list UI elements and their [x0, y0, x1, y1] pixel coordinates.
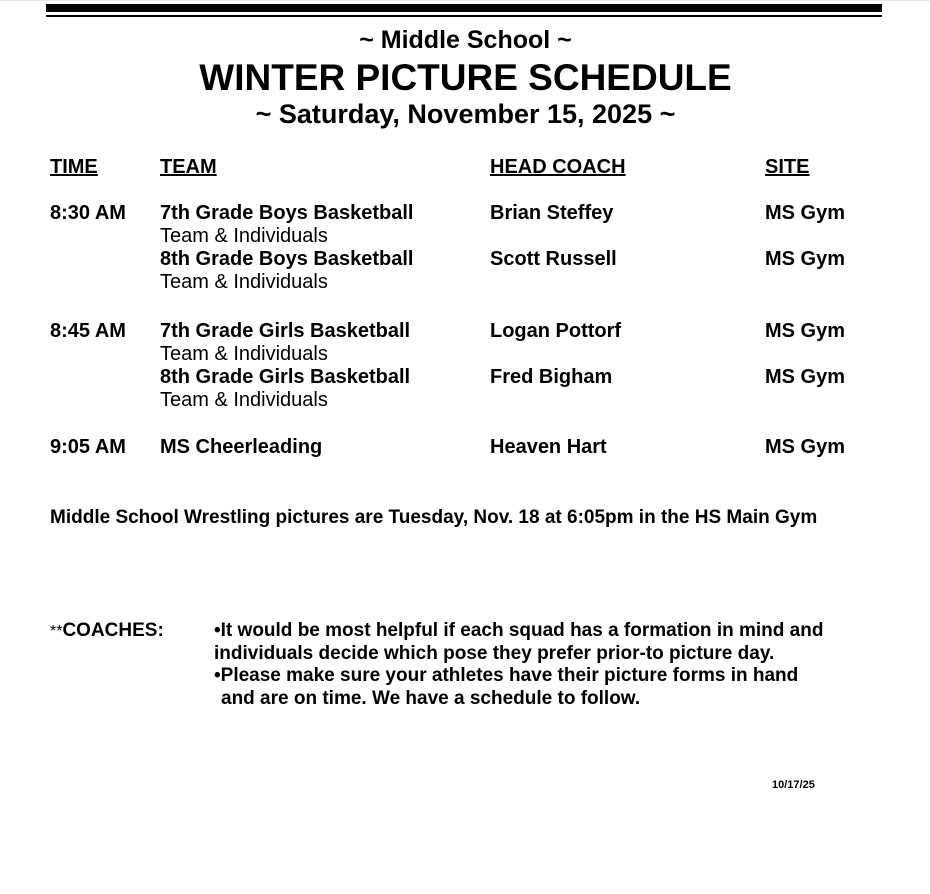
column-header-time: TIME — [50, 156, 98, 178]
row-time: 8:45 AM — [50, 320, 126, 342]
row-team: 7th Grade Boys Basketball — [160, 202, 414, 224]
row-site: MS Gym — [765, 202, 846, 224]
row-team: 8th Grade Girls Basketball — [160, 366, 411, 388]
row-coach: Logan Pottorf — [490, 320, 622, 342]
row-detail: Team & Individuals — [160, 389, 328, 411]
row-site: MS Gym — [765, 436, 846, 458]
row-site: MS Gym — [765, 320, 846, 342]
page-title: WINTER PICTURE SCHEDULE — [199, 57, 732, 98]
row-time: 9:05 AM — [50, 436, 126, 458]
row-site: MS Gym — [765, 248, 846, 270]
revision-date: 10/17/25 — [772, 779, 815, 791]
row-coach: Brian Steffey — [490, 202, 614, 224]
wrestling-note: Middle School Wrestling pictures are Tuesday, Nov. 18 at 6:05pm in the HS Main Gym — [50, 507, 818, 528]
instruction-line: and are on time. We have a schedule to follow. — [221, 687, 641, 709]
coaches-instructions — [214, 620, 823, 710]
row-detail: Team & Individuals — [160, 225, 328, 247]
header-rule-thin — [46, 15, 882, 17]
coaches-word: COACHES: — [62, 620, 164, 641]
row-team: 7th Grade Girls Basketball — [160, 320, 411, 342]
coaches-stars: ** — [50, 623, 63, 640]
row-coach: Scott Russell — [490, 248, 617, 270]
column-header-coach: HEAD COACH — [490, 156, 626, 178]
page-subtitle: ~ Middle School ~ — [359, 26, 572, 54]
row-team: 8th Grade Boys Basketball — [160, 248, 414, 270]
instruction-line: individuals decide which pose they prefer prior-to picture day. — [214, 642, 775, 664]
header-rule-thick — [46, 4, 882, 12]
column-header-team: TEAM — [160, 156, 217, 178]
row-coach: Heaven Hart — [490, 436, 607, 458]
row-coach: Fred Bigham — [490, 366, 613, 388]
instruction-line: •Please make sure your athletes have their picture forms in hand — [214, 665, 799, 686]
column-header-site: SITE — [765, 156, 810, 178]
row-detail: Team & Individuals — [160, 343, 328, 365]
event-date: ~ Saturday, November 15, 2025 ~ — [255, 99, 676, 129]
coaches-label — [50, 620, 164, 642]
row-time: 8:30 AM — [50, 202, 126, 224]
instruction-line: •It would be most helpful if each squad has a formation in mind and — [214, 620, 824, 641]
row-team: MS Cheerleading — [160, 436, 323, 458]
row-detail: Team & Individuals — [160, 271, 328, 293]
row-site: MS Gym — [765, 366, 846, 388]
